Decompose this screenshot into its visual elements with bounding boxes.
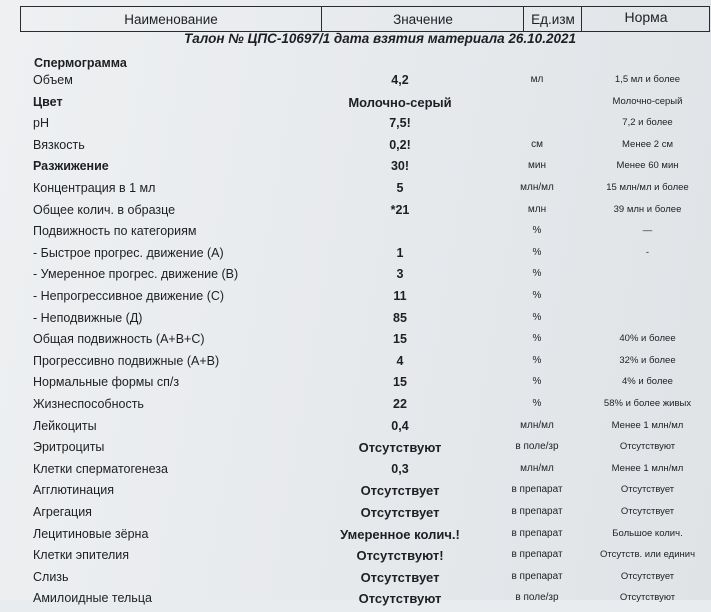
header-unit: Ед.изм [523, 7, 582, 31]
row-value: 7,5! [389, 116, 411, 131]
row-name: Слизь [33, 569, 69, 584]
row-value: 11 [393, 289, 407, 303]
row-norm: 1,5 мл и более [614, 74, 681, 85]
row-unit: % [532, 290, 542, 301]
row-name: Агглютинация [33, 483, 115, 498]
row-norm: Менее 2 см [622, 138, 673, 150]
row-norm: 4% и более [622, 376, 673, 388]
row-name: - Непрогрессивное движение (С) [33, 289, 225, 303]
table-row [0, 440, 711, 461]
row-unit: % [532, 246, 542, 258]
row-name: Общее колич. в образце [33, 202, 176, 217]
row-norm: 39 млн и более [613, 203, 682, 215]
header-value: Значение [321, 7, 524, 31]
row-unit: мл [530, 74, 544, 85]
row-unit: в поле/зр [515, 592, 559, 604]
row-name: Концентрация в 1 мл [33, 181, 156, 195]
table-row [0, 246, 711, 267]
row-value: 15 [393, 332, 407, 347]
row-name: Жизнеспособность [33, 397, 144, 411]
table-row [0, 548, 711, 569]
row-value: Молочно-серый [348, 94, 452, 110]
table-row [0, 181, 711, 202]
row-value: 0,3 [391, 461, 409, 476]
row-unit: в препарат [511, 506, 563, 517]
row-norm: Менее 60 мин [616, 160, 679, 172]
row-norm: 40% и более [619, 333, 676, 345]
row-norm: Отсутствуют [619, 592, 676, 604]
row-value: 1 [396, 245, 404, 260]
table-row [0, 462, 711, 483]
table-row [0, 375, 711, 396]
row-norm: Отсутствует [620, 506, 675, 517]
row-name: - Умеренное прогрес. движение (В) [33, 267, 239, 282]
row-name: Клетки сперматогенеза [33, 461, 168, 476]
row-value: Отсутствует [360, 569, 440, 585]
table-row [0, 311, 711, 332]
row-name: Разжижение [33, 159, 109, 174]
row-unit: млн/мл [520, 462, 554, 474]
row-name: Цвет [33, 94, 63, 109]
row-unit: мин [528, 160, 546, 172]
row-name: Лейкоциты [33, 418, 97, 433]
row-unit: млн/мл [520, 419, 554, 431]
row-unit: в поле/зр [515, 441, 559, 453]
table-row [0, 483, 711, 504]
row-name: Подвижность по категориям [33, 224, 197, 239]
table-row [0, 527, 711, 548]
row-unit: % [532, 376, 542, 388]
row-value: 0,4 [391, 418, 409, 433]
row-unit: % [532, 311, 542, 323]
row-value: 0,2! [389, 137, 411, 152]
row-name: pH [33, 116, 49, 131]
row-value: 30! [390, 159, 410, 174]
row-norm: 7,2 и более [622, 117, 673, 129]
table-row [0, 267, 711, 288]
header-name: Наименование [124, 12, 218, 27]
row-unit: % [532, 225, 542, 237]
row-value: Отсутствуют! [356, 548, 444, 564]
table-row [0, 138, 711, 159]
table-row [0, 159, 711, 180]
table-row [0, 332, 711, 353]
table-row [0, 505, 711, 526]
row-norm: Отсутствуют [619, 441, 676, 453]
table-row [0, 354, 711, 375]
row-value: Отсутствует [360, 505, 440, 520]
header-norm: Норма [581, 7, 710, 31]
row-norm: — [642, 225, 653, 237]
table-row [0, 591, 711, 612]
row-unit: % [532, 398, 542, 409]
row-norm: Отсутствует [620, 484, 675, 496]
table-row [0, 116, 711, 137]
row-norm: Отсутств. или единич [599, 549, 696, 561]
row-unit: % [532, 354, 542, 366]
row-name: Эритроциты [33, 440, 105, 455]
row-norm: 15 млн/мл и более [606, 182, 689, 193]
row-norm: Менее 1 млн/мл [611, 462, 684, 474]
row-unit: % [532, 333, 542, 345]
row-value: 85 [393, 310, 407, 325]
row-name: Агрегация [33, 505, 92, 519]
table-row [0, 419, 711, 440]
row-name: Лецитиновые зёрна [33, 526, 149, 541]
row-norm: Молочно-серый [612, 95, 683, 107]
row-unit: в препарат [511, 484, 563, 496]
row-name: Амилоидные тельца [33, 591, 152, 606]
row-unit: в препарат [511, 549, 563, 561]
row-value: Отсутствуют [358, 591, 442, 607]
table-row [0, 570, 711, 591]
table-row [0, 73, 711, 94]
row-value: 15 [393, 375, 407, 390]
row-name: Вязкость [33, 137, 85, 152]
row-name: - Быстрое прогрес. движение (А) [33, 245, 224, 260]
row-value: 22 [393, 397, 407, 411]
row-unit: % [532, 268, 542, 280]
table-row [0, 224, 711, 245]
row-name: Нормальные формы сп/з [33, 375, 180, 390]
row-name: Объем [33, 73, 73, 87]
row-unit: в препарат [511, 570, 563, 582]
table-header [20, 6, 710, 32]
row-name: Клетки эпителия [33, 548, 130, 563]
row-value: 3 [396, 267, 404, 282]
row-norm: 32% и более [619, 354, 676, 366]
row-norm: Отсутствует [620, 570, 675, 582]
row-norm: Большое колич. [612, 527, 683, 539]
row-unit: см [531, 138, 543, 150]
row-unit: млн [527, 203, 547, 215]
row-norm: - [645, 246, 650, 258]
row-value: 4 [396, 353, 404, 368]
row-value: Отсутствует [360, 483, 440, 499]
row-name: Прогрессивно подвижные (А+В) [33, 353, 220, 368]
report-subtitle: Талон № ЦПС-10697/1 дата взятия материала 26.10.2021 [184, 31, 576, 46]
row-unit: млн/мл [520, 182, 554, 193]
row-value: 4,2 [391, 73, 409, 87]
row-value: *21 [390, 202, 410, 217]
row-value: Умеренное колич.! [340, 526, 460, 542]
row-norm: Менее 1 млн/мл [611, 419, 684, 431]
table-row [0, 289, 711, 310]
table-row [0, 397, 711, 418]
row-name: Общая подвижность (А+В+С) [33, 332, 205, 347]
row-value: Отсутствуют [358, 440, 442, 456]
table-row [0, 203, 711, 224]
row-value: 5 [396, 181, 404, 195]
table-row [0, 95, 711, 116]
section-title: Спермограмма [34, 56, 127, 70]
row-name: - Неподвижные (Д) [33, 310, 143, 325]
row-norm: 58% и более живых [603, 398, 692, 409]
row-unit: в препарат [511, 527, 563, 539]
